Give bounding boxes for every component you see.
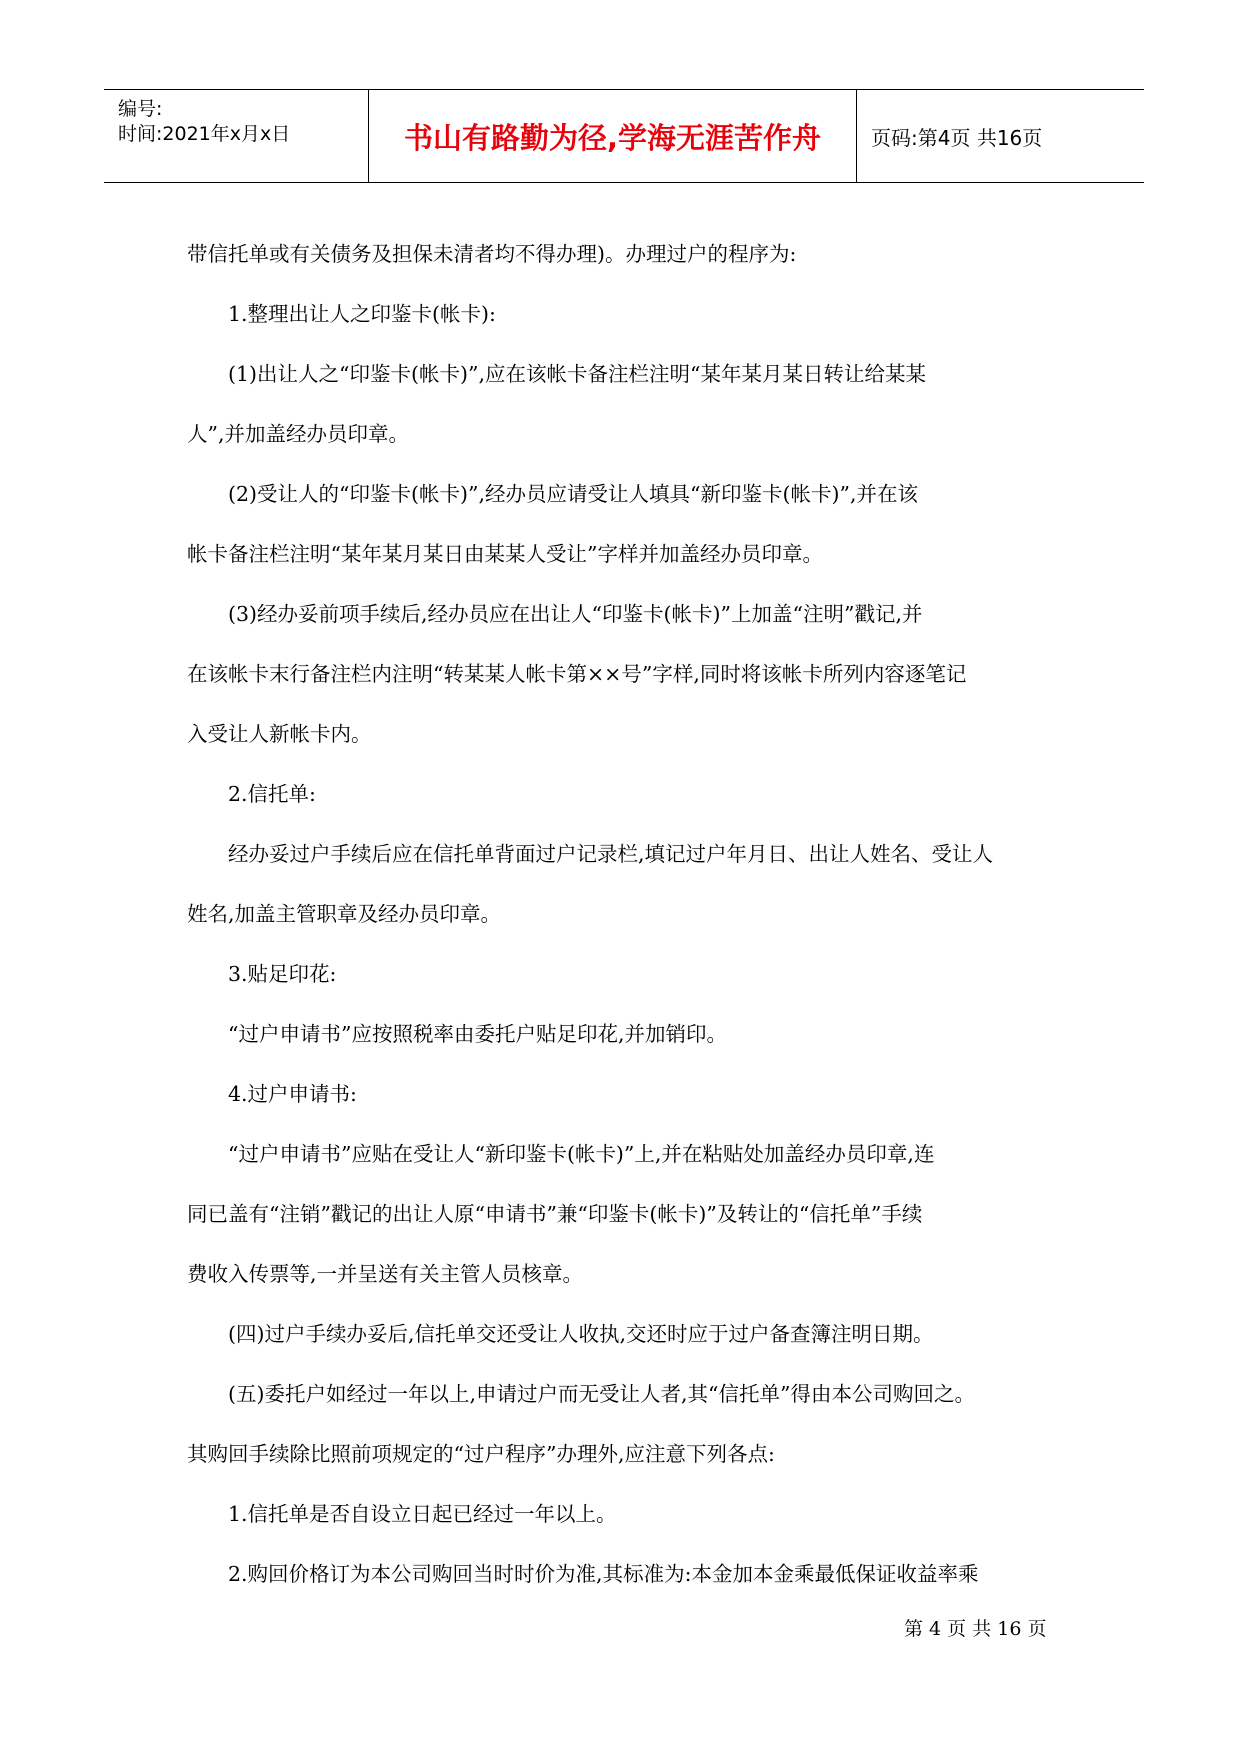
body-line: 姓名,加盖主管职章及经办员印章。: [187, 902, 502, 926]
body-line: 费收入传票等,一并呈送有关主管人员核章。: [187, 1262, 584, 1286]
document-header: [104, 89, 1144, 183]
body-line: 2.信托单:: [228, 782, 316, 806]
body-line: (四)过户手续办妥后,信托单交还受让人收执,交还时应于过户备查簿注明日期。: [228, 1322, 934, 1346]
page-footer: 第 4 页 共 16 页: [904, 1618, 1047, 1640]
body-line: 同已盖有“注销”戳记的出让人原“申请书”兼“印鉴卡(帐卡)”及转让的“信托单”手续: [187, 1202, 923, 1226]
body-line: 2.购回价格订为本公司购回当时时价为准,其标准为:本金加本金乘最低保证收益率乘: [228, 1562, 979, 1586]
body-line: “过户申请书”应按照税率由委托户贴足印花,并加销印。: [228, 1022, 727, 1046]
header-meta-cell: [104, 90, 369, 182]
body-line: 人”,并加盖经办员印章。: [187, 422, 409, 446]
body-line: 入受让人新帐卡内。: [187, 722, 372, 746]
header-motto: 书山有路勤为径,学海无涯苦作舟: [403, 121, 822, 155]
body-line: 帐卡备注栏注明“某年某月某日由某某人受让”字样并加盖经办员印章。: [187, 542, 823, 566]
document-number-label: 编号:: [118, 98, 163, 120]
body-line: 1.信托单是否自设立日起已经过一年以上。: [228, 1502, 617, 1526]
document-body: [187, 224, 1057, 1604]
body-line: 其购回手续除比照前项规定的“过户程序”办理外,应注意下列各点:: [187, 1442, 775, 1466]
header-page-cell: [857, 90, 1144, 182]
body-line: 经办妥过户手续后应在信托单背面过户记录栏,填记过户年月日、出让人姓名、受让人: [228, 842, 994, 866]
document-time-label: 时间:2021年x月x日: [118, 123, 291, 145]
header-page-info: 页码:第4页 共16页: [871, 126, 1043, 150]
body-line: (五)委托户如经过一年以上,申请过户而无受让人者,其“信托单”得由本公司购回之。: [228, 1382, 975, 1406]
body-line: (3)经办妥前项手续后,经办员应在出让人“印鉴卡(帐卡)”上加盖“注明”戳记,并: [228, 602, 923, 626]
body-line: 带信托单或有关债务及担保未清者均不得办理)。办理过户的程序为:: [187, 242, 797, 266]
body-line: 1.整理出让人之印鉴卡(帐卡):: [228, 302, 496, 326]
body-line: 3.贴足印花:: [228, 962, 337, 986]
body-line: 在该帐卡末行备注栏内注明“转某某人帐卡第××号”字样,同时将该帐卡所列内容逐笔记: [187, 662, 967, 686]
body-line: (2)受让人的“印鉴卡(帐卡)”,经办员应请受让人填具“新印鉴卡(帐卡)”,并在该: [228, 482, 918, 506]
body-line: “过户申请书”应贴在受让人“新印鉴卡(帐卡)”上,并在粘贴处加盖经办员印章,连: [228, 1142, 935, 1166]
body-line: 4.过户申请书:: [228, 1082, 357, 1106]
header-motto-cell: [369, 90, 857, 182]
body-line: (1)出让人之“印鉴卡(帐卡)”,应在该帐卡备注栏注明“某年某月某日转让给某某: [228, 362, 926, 386]
